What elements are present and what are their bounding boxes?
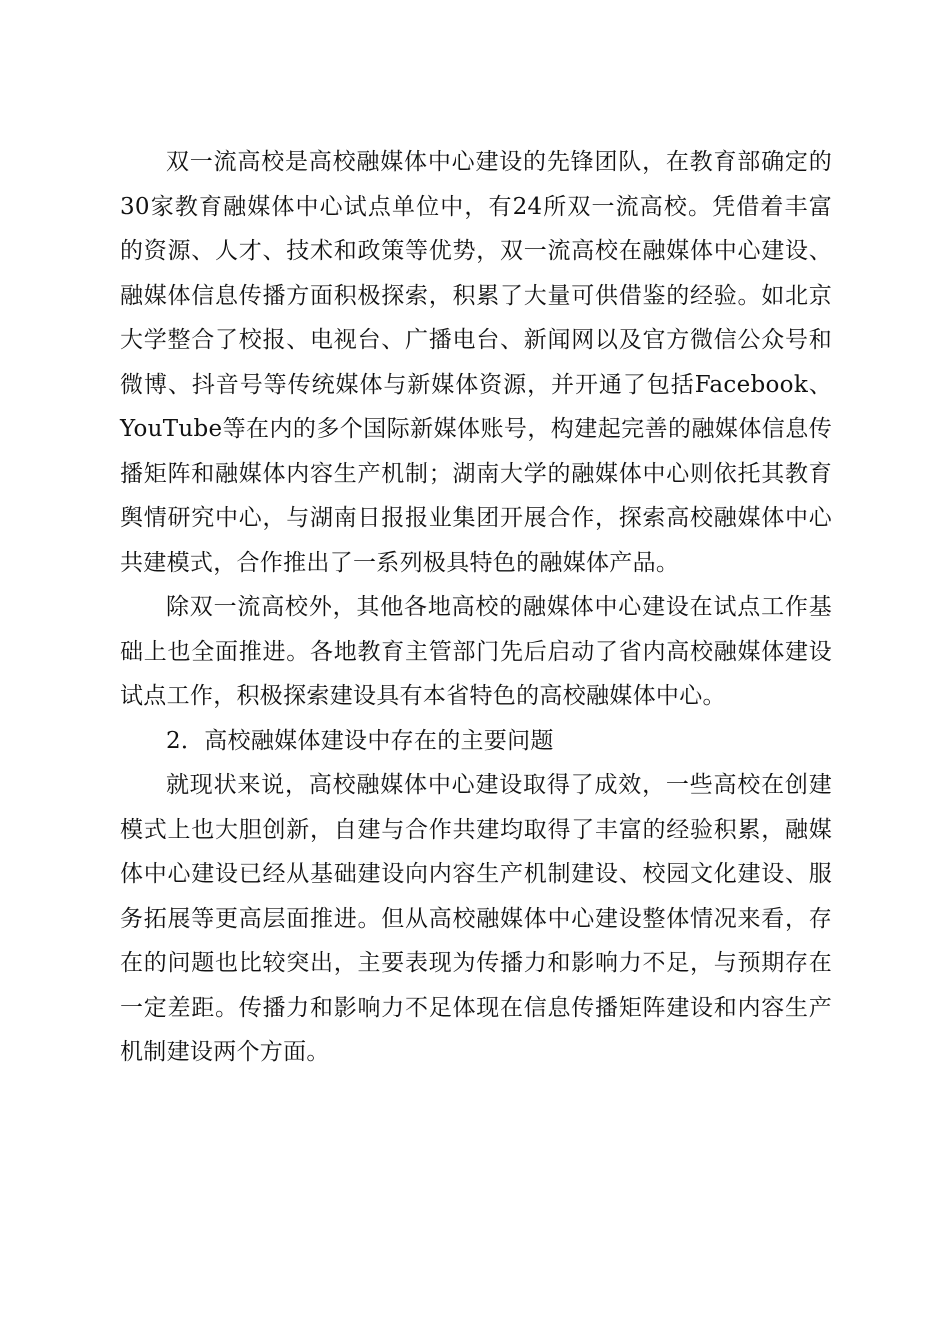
paragraph-double-first-class: 双一流高校是高校融媒体中心建设的先锋团队，在教育部确定的30家教育融媒体中心试点单位中，有24所双一流高校。凭借着丰富的资源、人才、技术和政策等优势，双一流高校在融媒体中心建设、融媒体信息传播方面积极探索，积累了大量可供借鉴的经验。如北京大学整合了校报、电视台、广播电台、新闻网以及官方微信公众号和微博、抖音号等传统媒体与新媒体资源，并开通了包括Facebook、YouTube等在内的多个国际新媒体账号，构建起完善的融媒体信息传播矩阵和融媒体内容生产机制；湖南大学的融媒体中心则依托其教育舆情研究中心，与湖南日报报业集团开展合作，探索高校融媒体中心共建模式，合作推出了一系列极具特色的融媒体产品。 xyxy=(120,149,832,576)
section-heading: 2．高校融媒体建设中存在的主要问题 xyxy=(166,727,554,754)
paragraph-other-universities: 除双一流高校外，其他各地高校的融媒体中心建设在试点工作基础上也全面推进。各地教育主管部门先后启动了省内高校融媒体建设试点工作，积极探索建设具有本省特色的高校融媒体中心。 xyxy=(120,594,832,709)
document-body xyxy=(120,140,832,1075)
paragraph-current-status: 就现状来说，高校融媒体中心建设取得了成效，一些高校在创建模式上也大胆创新，自建与合作共建均取得了丰富的经验积累，融媒体中心建设已经从基础建设向内容生产机制建设、校园文化建设、服务拓展等更高层面推进。但从高校融媒体中心建设整体情况来看，存在的问题也比较突出，主要表现为传播力和影响力不足，与预期存在一定差距。传播力和影响力不足体现在信息传播矩阵建设和内容生产机制建设两个方面。 xyxy=(120,772,832,1065)
